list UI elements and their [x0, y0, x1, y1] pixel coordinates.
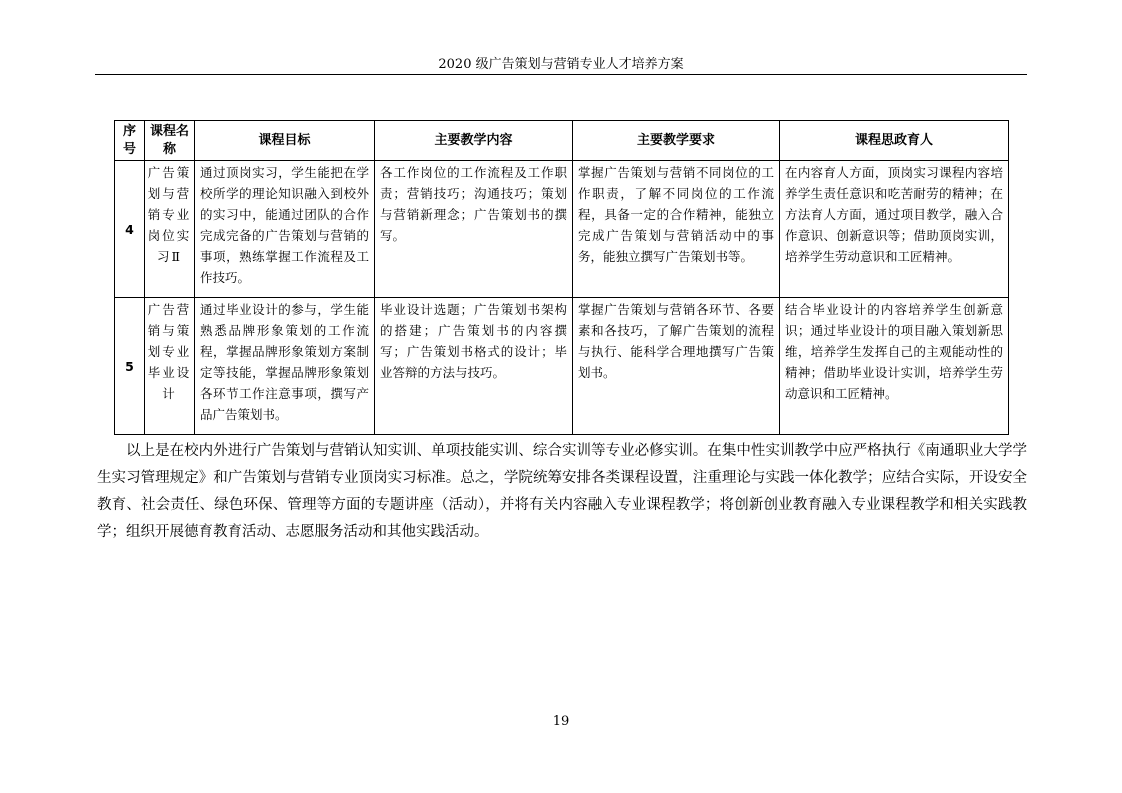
column-header-teaching-requirement: 主要教学要求 — [573, 121, 780, 161]
table-row — [115, 161, 1009, 298]
column-header-ideology-education: 课程思政育人 — [780, 121, 1009, 161]
column-header-course-goal: 课程目标 — [195, 121, 375, 161]
body-paragraph: 以上是在校内外进行广告策划与营销认知实训、单项技能实训、综合实训等专业必修实训。在集中性实训教学中应严格执行《南通职业大学学生实习管理规定》和广告策划与营销专业顶岗实习标准。总之，学院统筹安排各类课程设置，注重理论与实践一体化教学；应结合实际，开设安全教育、社会责任、绿色环保、管理等方面的专题讲座（活动），并将有关内容融入专业课程教学；将创新创业教育融入专业课程教学和相关实践教学；组织开展德育教育活动、志愿服务活动和其他实践活动。 — [97, 443, 1027, 540]
table-header-row — [115, 121, 1009, 161]
page-number: 19 — [552, 714, 570, 729]
column-header-teaching-content: 主要教学内容 — [375, 121, 573, 161]
column-header-number: 序号 — [115, 121, 145, 161]
course-goal: 通过顶岗实习，学生能把在学校所学的理论知识融入到校外的实习中，能通过团队的合作完成完备的广告策划与营销的事项，熟练掌握工作流程及工作技巧。 — [195, 161, 375, 298]
teaching-requirement: 掌握广告策划与营销不同岗位的工作职责，了解不同岗位的工作流程，具备一定的合作精神，能独立完成广告策划与营销活动中的事务，能独立撰写广告策划书等。 — [573, 161, 780, 298]
teaching-requirement: 掌握广告策划与营销各环节、各要素和各技巧，了解广告策划的流程与执行、能科学合理地撰写广告策划书。 — [573, 298, 780, 435]
row-number: 4 — [115, 161, 145, 298]
course-name: 广告策划与营销专业岗位实习Ⅱ — [145, 161, 195, 298]
row-number: 5 — [115, 298, 145, 435]
ideology-education: 结合毕业设计的内容培养学生创新意识；通过毕业设计的项目融入策划新思维，培养学生发挥自己的主观能动性的精神；借助毕业设计实训，培养学生劳动意识和工匠精神。 — [780, 298, 1009, 435]
column-header-course-name: 课程名称 — [145, 121, 195, 161]
ideology-education: 在内容育人方面，顶岗实习课程内容培养学生责任意识和吃苦耐劳的精神；在方法育人方面，通过项目教学，融入合作意识、创新意识等；借助顶岗实训，培养学生劳动意识和工匠精神。 — [780, 161, 1009, 298]
header-rule — [95, 74, 1027, 75]
table-row — [115, 298, 1009, 435]
course-goal: 通过毕业设计的参与，学生能熟悉品牌形象策划的工作流程，掌握品牌形象策划方案制定等技能，掌握品牌形象策划各环节工作注意事项，撰写产品广告策划书。 — [195, 298, 375, 435]
teaching-content: 毕业设计选题；广告策划书架构的搭建；广告策划书的内容撰写；广告策划书格式的设计；毕业答辩的方法与技巧。 — [375, 298, 573, 435]
course-table — [114, 120, 1009, 435]
page-header-title: 2020 级广告策划与营销专业人才培养方案 — [438, 57, 684, 72]
teaching-content: 各工作岗位的工作流程及工作职责；营销技巧；沟通技巧；策划与营销新理念；广告策划书的撰写。 — [375, 161, 573, 298]
course-name: 广告营销与策划专业毕业设计 — [145, 298, 195, 435]
